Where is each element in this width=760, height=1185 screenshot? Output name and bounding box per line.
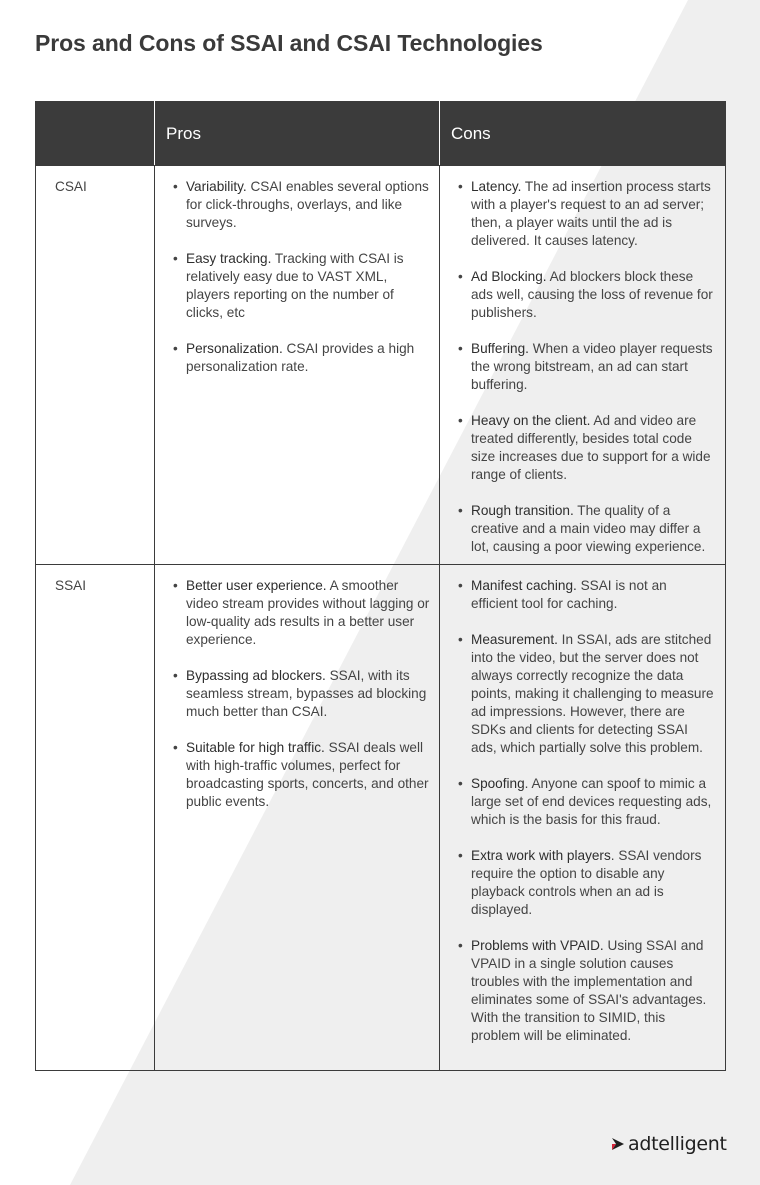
point-term: Rough transition. (471, 503, 574, 518)
brand-logo (611, 1131, 727, 1157)
csai-cons-list (440, 178, 717, 556)
point-term: Heavy on the client. (471, 413, 591, 428)
point-text: SSAI deals well with high-traffic volumes, perfect for broadcasting sports, concerts, and other public events. (186, 740, 429, 809)
point-term: Ad Blocking. (471, 269, 547, 284)
point-text: CSAI provides a high personalization rate. (186, 341, 415, 374)
ssai-cons-list (440, 577, 717, 1045)
header-row (36, 102, 726, 166)
point-term: Spoofing (471, 776, 525, 791)
table-row-ssai (36, 565, 726, 1071)
ssai-cons-cell (440, 565, 726, 1071)
point-text: Ad blockers block these ads well, causing the loss of revenue for publishers. (471, 269, 713, 320)
point-term: Problems with VPAID. (471, 938, 604, 953)
point-term: Extra work with players (471, 848, 611, 863)
csai-cons-cell (440, 166, 726, 565)
point-text: Tracking with CSAI is relatively easy due to VAST XML, players reporting on the number of clicks, etc (186, 251, 404, 320)
list-item (471, 577, 717, 613)
point-term: Bypassing ad blockers. (186, 668, 326, 683)
point-text: A smoother video stream provides without lagging or low-quality ads results in a better user experience. (186, 578, 430, 647)
point-text: Using SSAI and VPAID in a single solution causes troubles with the implementation and eliminates some of SSAI's advantages. With the transition to SIMID, this problem will be eliminated. (471, 938, 707, 1043)
point-term: Manifest caching. (471, 578, 577, 593)
point-term: Variability. (186, 179, 247, 194)
point-term: Suitable for high traffic. (186, 740, 325, 755)
list-item (471, 178, 717, 250)
brand-name: adtelligent (628, 1133, 727, 1155)
point-text: The ad insertion process starts with a player's request to an ad server; then, a player waits until the ad is delivered. It causes latency. (471, 179, 711, 248)
row-label-ssai: SSAI (36, 565, 155, 1071)
row-label-csai: CSAI (36, 166, 155, 565)
list-item (471, 631, 717, 757)
ssai-pros-list (155, 577, 431, 811)
list-item (186, 577, 431, 649)
list-item (471, 775, 717, 829)
list-item (186, 250, 431, 322)
point-text: CSAI enables several options for click-throughs, overlays, and like surveys. (186, 179, 429, 230)
point-text: When a video player requests the wrong bitstream, an ad can start buffering. (471, 341, 713, 392)
point-text: In SSAI, ads are stitched into the video, but the server does not always correctly recognize the data points, making it challenging to measure ad impressions. However, there are SDKs and clients for detecting SSAI ads, which partially solve this problem. (471, 632, 714, 755)
point-text: Ad and video are treated differently, besides total code size increases due to support for a wide range of clients. (471, 413, 711, 482)
point-text: . SSAI vendors require the option to disable any playback controls when an ad is displayed. (471, 848, 702, 917)
list-item (471, 268, 717, 322)
point-text: . Anyone can spoof to mimic a large set of end devices requesting ads, which is the basis for this fraud. (471, 776, 712, 827)
adtelligent-logo-icon (611, 1137, 625, 1151)
point-text: SSAI is not an efficient tool for caching. (471, 578, 667, 611)
list-item (471, 502, 717, 556)
table-header (36, 102, 726, 166)
list-item (471, 937, 717, 1045)
point-text: SSAI, with its seamless stream, bypasses ad blocking much better than CSAI. (186, 668, 427, 719)
csai-pros-cell (155, 166, 440, 565)
page-title: Pros and Cons of SSAI and CSAI Technologies (35, 30, 543, 56)
header-cell-pros: Pros (155, 102, 440, 166)
list-item (471, 340, 717, 394)
csai-pros-list (155, 178, 431, 376)
list-item (186, 739, 431, 811)
point-term: Better user experience. (186, 578, 327, 593)
header-cell-cons: Cons (440, 102, 726, 166)
list-item (471, 847, 717, 919)
header-cell-empty (36, 102, 155, 166)
table-row-csai (36, 166, 726, 565)
list-item (471, 412, 717, 484)
comparison-table (35, 101, 726, 1071)
list-item (186, 340, 431, 376)
point-term: Measurement. (471, 632, 558, 647)
list-item (186, 178, 431, 232)
point-term: Latency. (471, 179, 522, 194)
point-term: Personalization. (186, 341, 283, 356)
list-item (186, 667, 431, 721)
point-text: The quality of a creative and a main video may differ a lot, causing a poor viewing experience. (471, 503, 706, 554)
point-term: Easy tracking. (186, 251, 272, 266)
point-term: Buffering. (471, 341, 529, 356)
ssai-pros-cell (155, 565, 440, 1071)
